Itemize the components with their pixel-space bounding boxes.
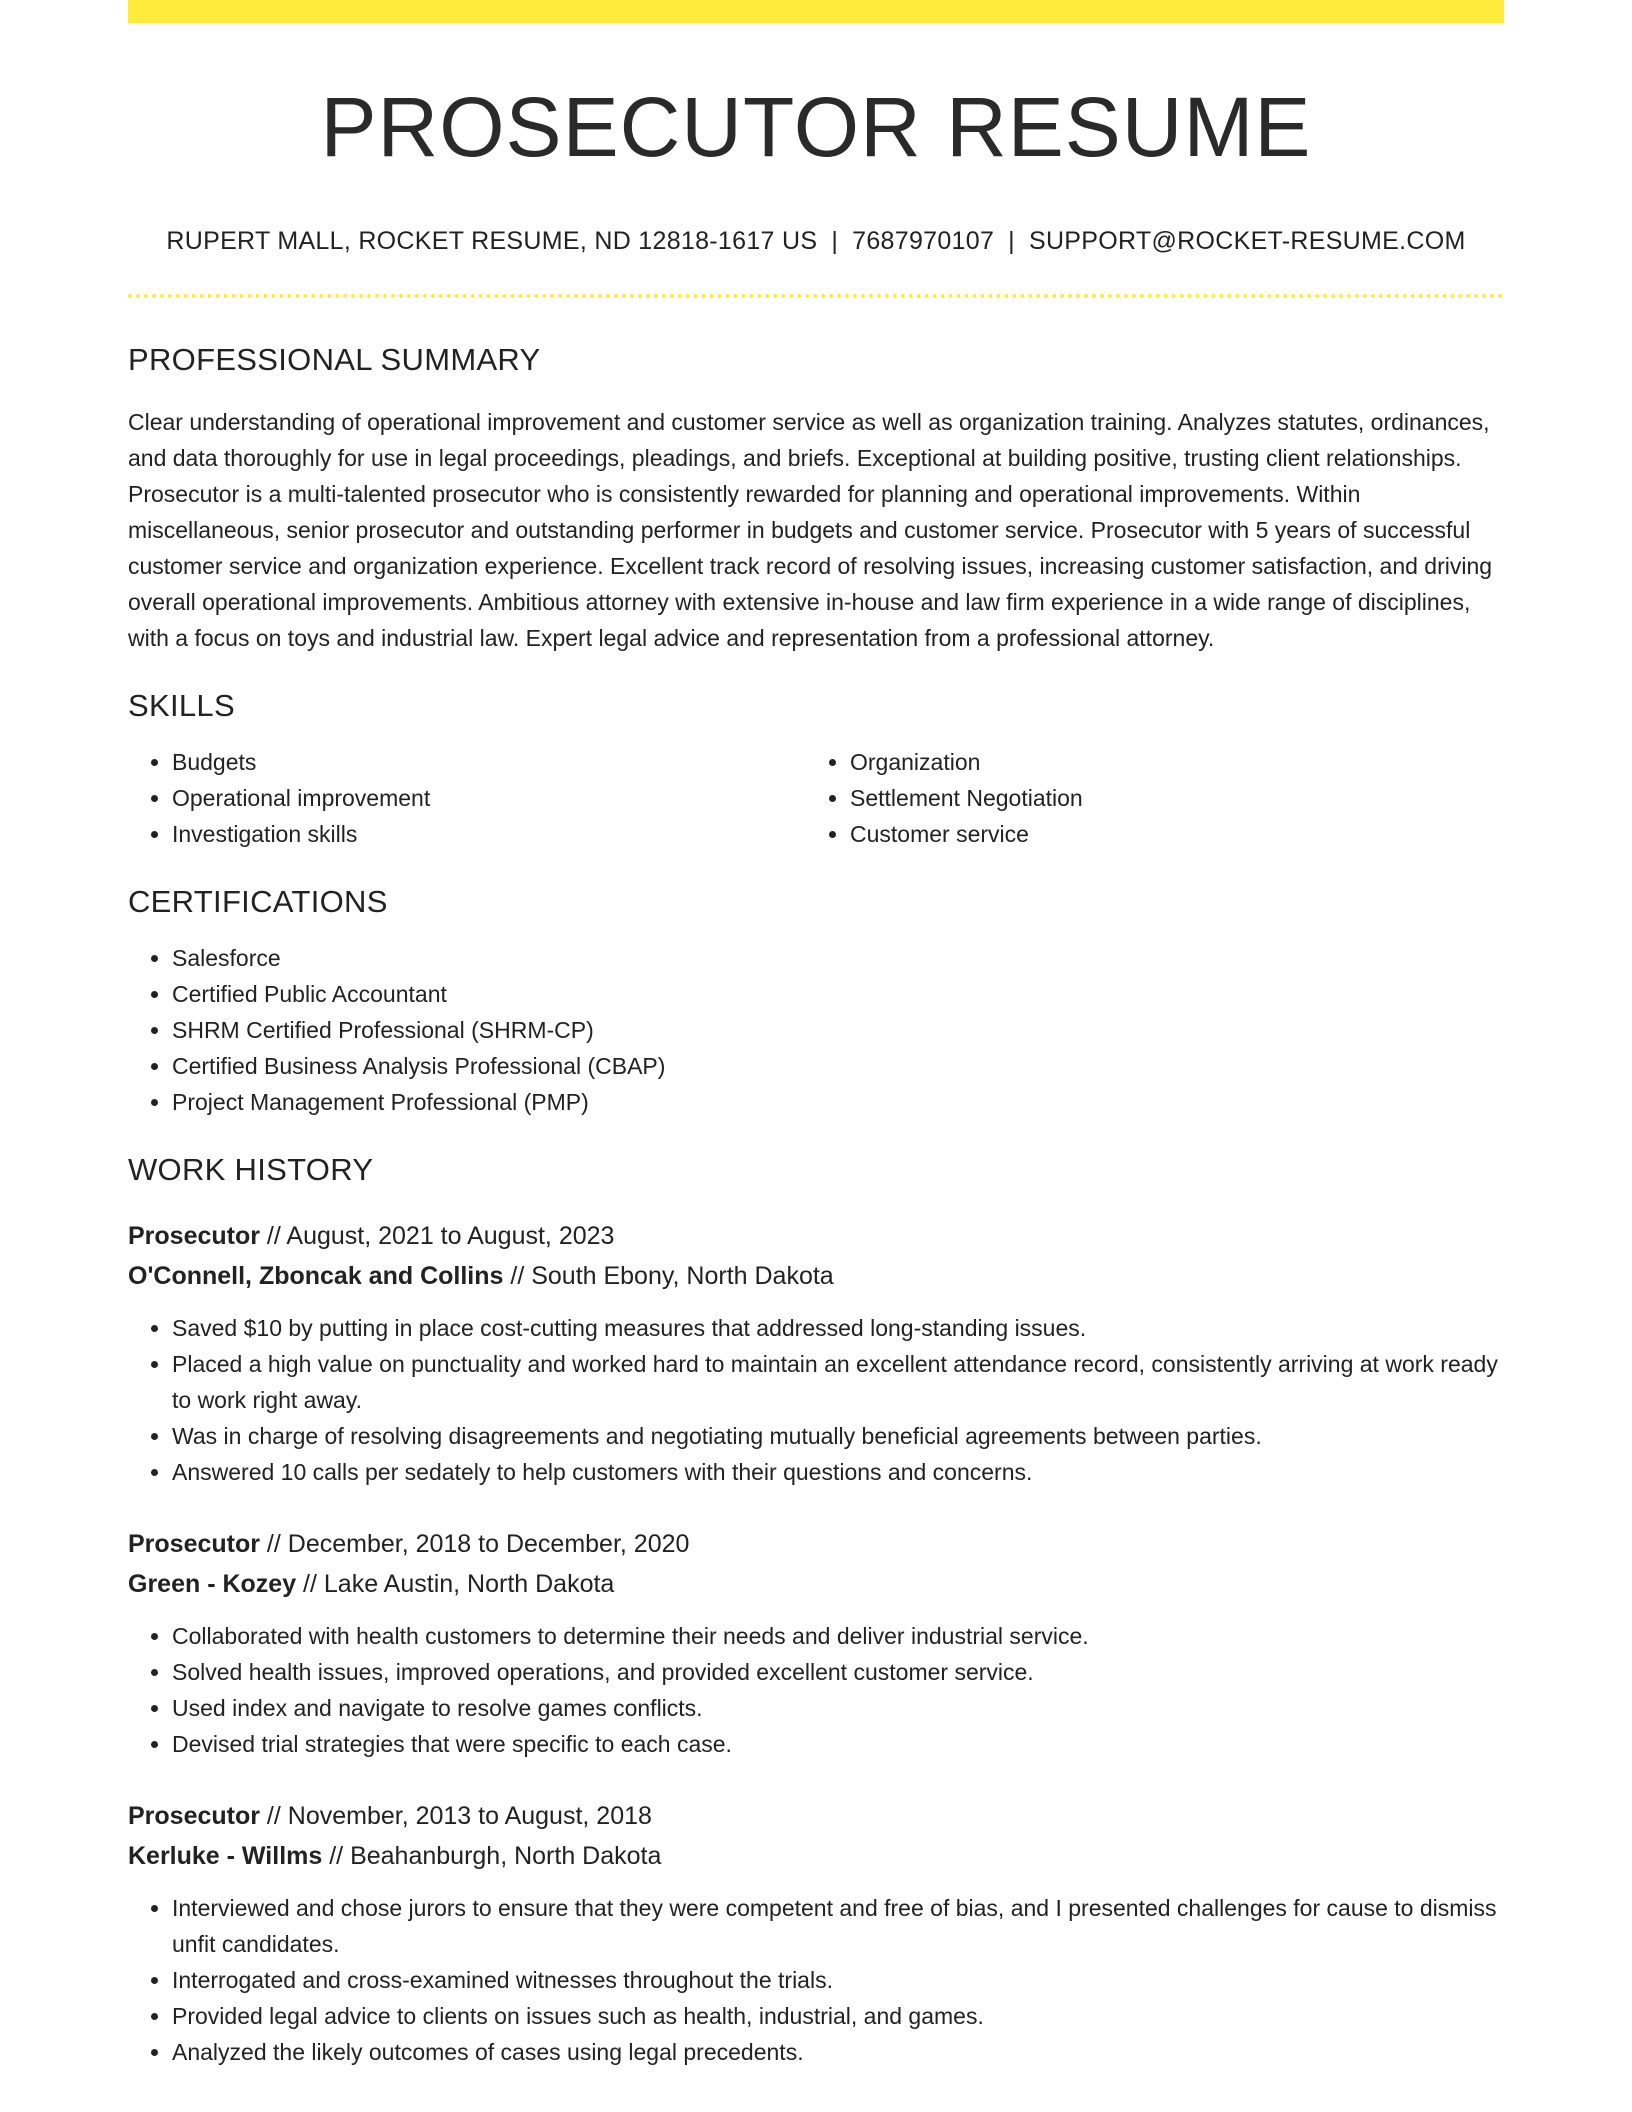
job-location: // Beahanburgh, North Dakota: [322, 1842, 662, 1871]
job-bullet: • Collaborated with health customers to determine their needs and deliver industrial service.: [172, 1618, 1504, 1654]
job-title: Prosecutor: [128, 1802, 260, 1831]
job-company-line: [128, 1256, 1504, 1296]
skill-item: • Customer service: [850, 816, 1484, 852]
job-title-line: [128, 1796, 1504, 1836]
job-bullet: • Interviewed and chose jurors to ensure that they were competent and free of bias, and I presented challenges for cause to dismiss unfit candidates.: [172, 1890, 1504, 1962]
skill-item: • Settlement Negotiation: [850, 780, 1484, 816]
job-dates: // December, 2018 to December, 2020: [259, 1530, 690, 1559]
accent-top-bar: [128, 0, 1504, 23]
contact-email: SUPPORT@ROCKET-RESUME.COM: [1028, 227, 1466, 256]
job-company: O'Connell, Zboncak and Collins: [128, 1262, 504, 1291]
job-bullet: • Used index and navigate to resolve games conflicts.: [172, 1690, 1504, 1726]
job-bullet: • Analyzed the likely outcomes of cases using legal precedents.: [172, 2034, 1504, 2070]
certification-item: • Certified Public Accountant: [172, 976, 1504, 1012]
job-dates: // August, 2021 to August, 2023: [259, 1222, 615, 1251]
skills-column-left: [128, 744, 806, 852]
job-title: Prosecutor: [128, 1530, 260, 1559]
job-bullet: • Devised trial strategies that were specific to each case.: [172, 1726, 1504, 1762]
work-history-heading: WORK HISTORY: [128, 1152, 374, 1188]
contact-phone: 7687970107: [852, 227, 995, 256]
skills-heading: SKILLS: [128, 688, 235, 724]
skills-column-right: [806, 744, 1484, 852]
job-entry: [128, 1216, 1504, 1490]
summary-heading: PROFESSIONAL SUMMARY: [128, 342, 541, 378]
contact-line: [128, 227, 1504, 256]
job-bullet: • Was in charge of resolving disagreements and negotiating mutually beneficial agreements between parties.: [172, 1418, 1504, 1454]
job-bullet: • Provided legal advice to clients on issues such as health, industrial, and games.: [172, 1998, 1504, 2034]
skill-item: • Budgets: [172, 744, 806, 780]
certification-item: • Certified Business Analysis Professional (CBAP): [172, 1048, 1504, 1084]
job-title-line: [128, 1216, 1504, 1256]
skill-item: • Operational improvement: [172, 780, 806, 816]
job-company: Kerluke - Willms: [128, 1842, 323, 1871]
certification-item: • Salesforce: [172, 940, 1504, 976]
job-location: // South Ebony, North Dakota: [503, 1262, 834, 1291]
job-title: Prosecutor: [128, 1222, 260, 1251]
job-dates: // November, 2013 to August, 2018: [259, 1802, 652, 1831]
job-bullet: • Solved health issues, improved operations, and provided excellent customer service.: [172, 1654, 1504, 1690]
dotted-divider: [128, 294, 1504, 298]
certifications-heading: CERTIFICATIONS: [128, 884, 388, 920]
job-entry: [128, 1796, 1504, 2070]
contact-separator: |: [1008, 227, 1015, 256]
contact-separator: |: [831, 227, 839, 256]
resume-title: PROSECUTOR RESUME: [320, 80, 1312, 174]
skill-item: • Organization: [850, 744, 1484, 780]
job-bullet: • Interrogated and cross-examined witnesses throughout the trials.: [172, 1962, 1504, 1998]
job-bullet: • Answered 10 calls per sedately to help customers with their questions and concerns.: [172, 1454, 1504, 1490]
job-company: Green - Kozey: [128, 1570, 297, 1599]
summary-text: Clear understanding of operational improvement and customer service as well as organization training. Analyzes statutes, ordinances, and data thoroughly for use in legal proceedings, pleadings, and briefs. Exceptional at building positive, trusting client relationships. Prosecutor is a multi-talented prosecutor who is consistently rewarded for planning and operational improvements. Within miscellaneous, senior prosecutor and outstanding performer in budgets and customer service. Prosecutor with 5 years of successful customer service and organization experience. Excellent track record of resolving issues, increasing customer satisfaction, and driving overall operational improvements. Ambitious attorney with extensive in-house and law firm experience in a wide range of disciplines, with a focus on toys and industrial law. Expert legal advice and representation from a professional attorney.: [128, 409, 1493, 652]
certification-item: • Project Management Professional (PMP): [172, 1084, 1504, 1120]
resume-page: [128, 0, 1504, 2070]
job-title-line: [128, 1524, 1504, 1564]
job-bullet: • Placed a high value on punctuality and worked hard to maintain an excellent attendance record, consistently arriving at work ready to work right away.: [172, 1346, 1504, 1418]
job-bullet: • Saved $10 by putting in place cost-cutting measures that addressed long-standing issues.: [172, 1310, 1504, 1346]
job-company-line: [128, 1564, 1504, 1604]
job-bullets: [128, 1618, 1504, 1762]
certification-item: • SHRM Certified Professional (SHRM-CP): [172, 1012, 1504, 1048]
job-entry: [128, 1524, 1504, 1762]
job-bullets: [128, 1890, 1504, 2070]
contact-address: RUPERT MALL, ROCKET RESUME, ND 12818-1617 US: [166, 227, 818, 256]
skill-item: • Investigation skills: [172, 816, 806, 852]
skills-list: [128, 744, 1504, 852]
certifications-list: [128, 940, 1504, 1120]
job-company-line: [128, 1836, 1504, 1876]
job-bullets: [128, 1310, 1504, 1490]
job-location: // Lake Austin, North Dakota: [296, 1570, 615, 1599]
